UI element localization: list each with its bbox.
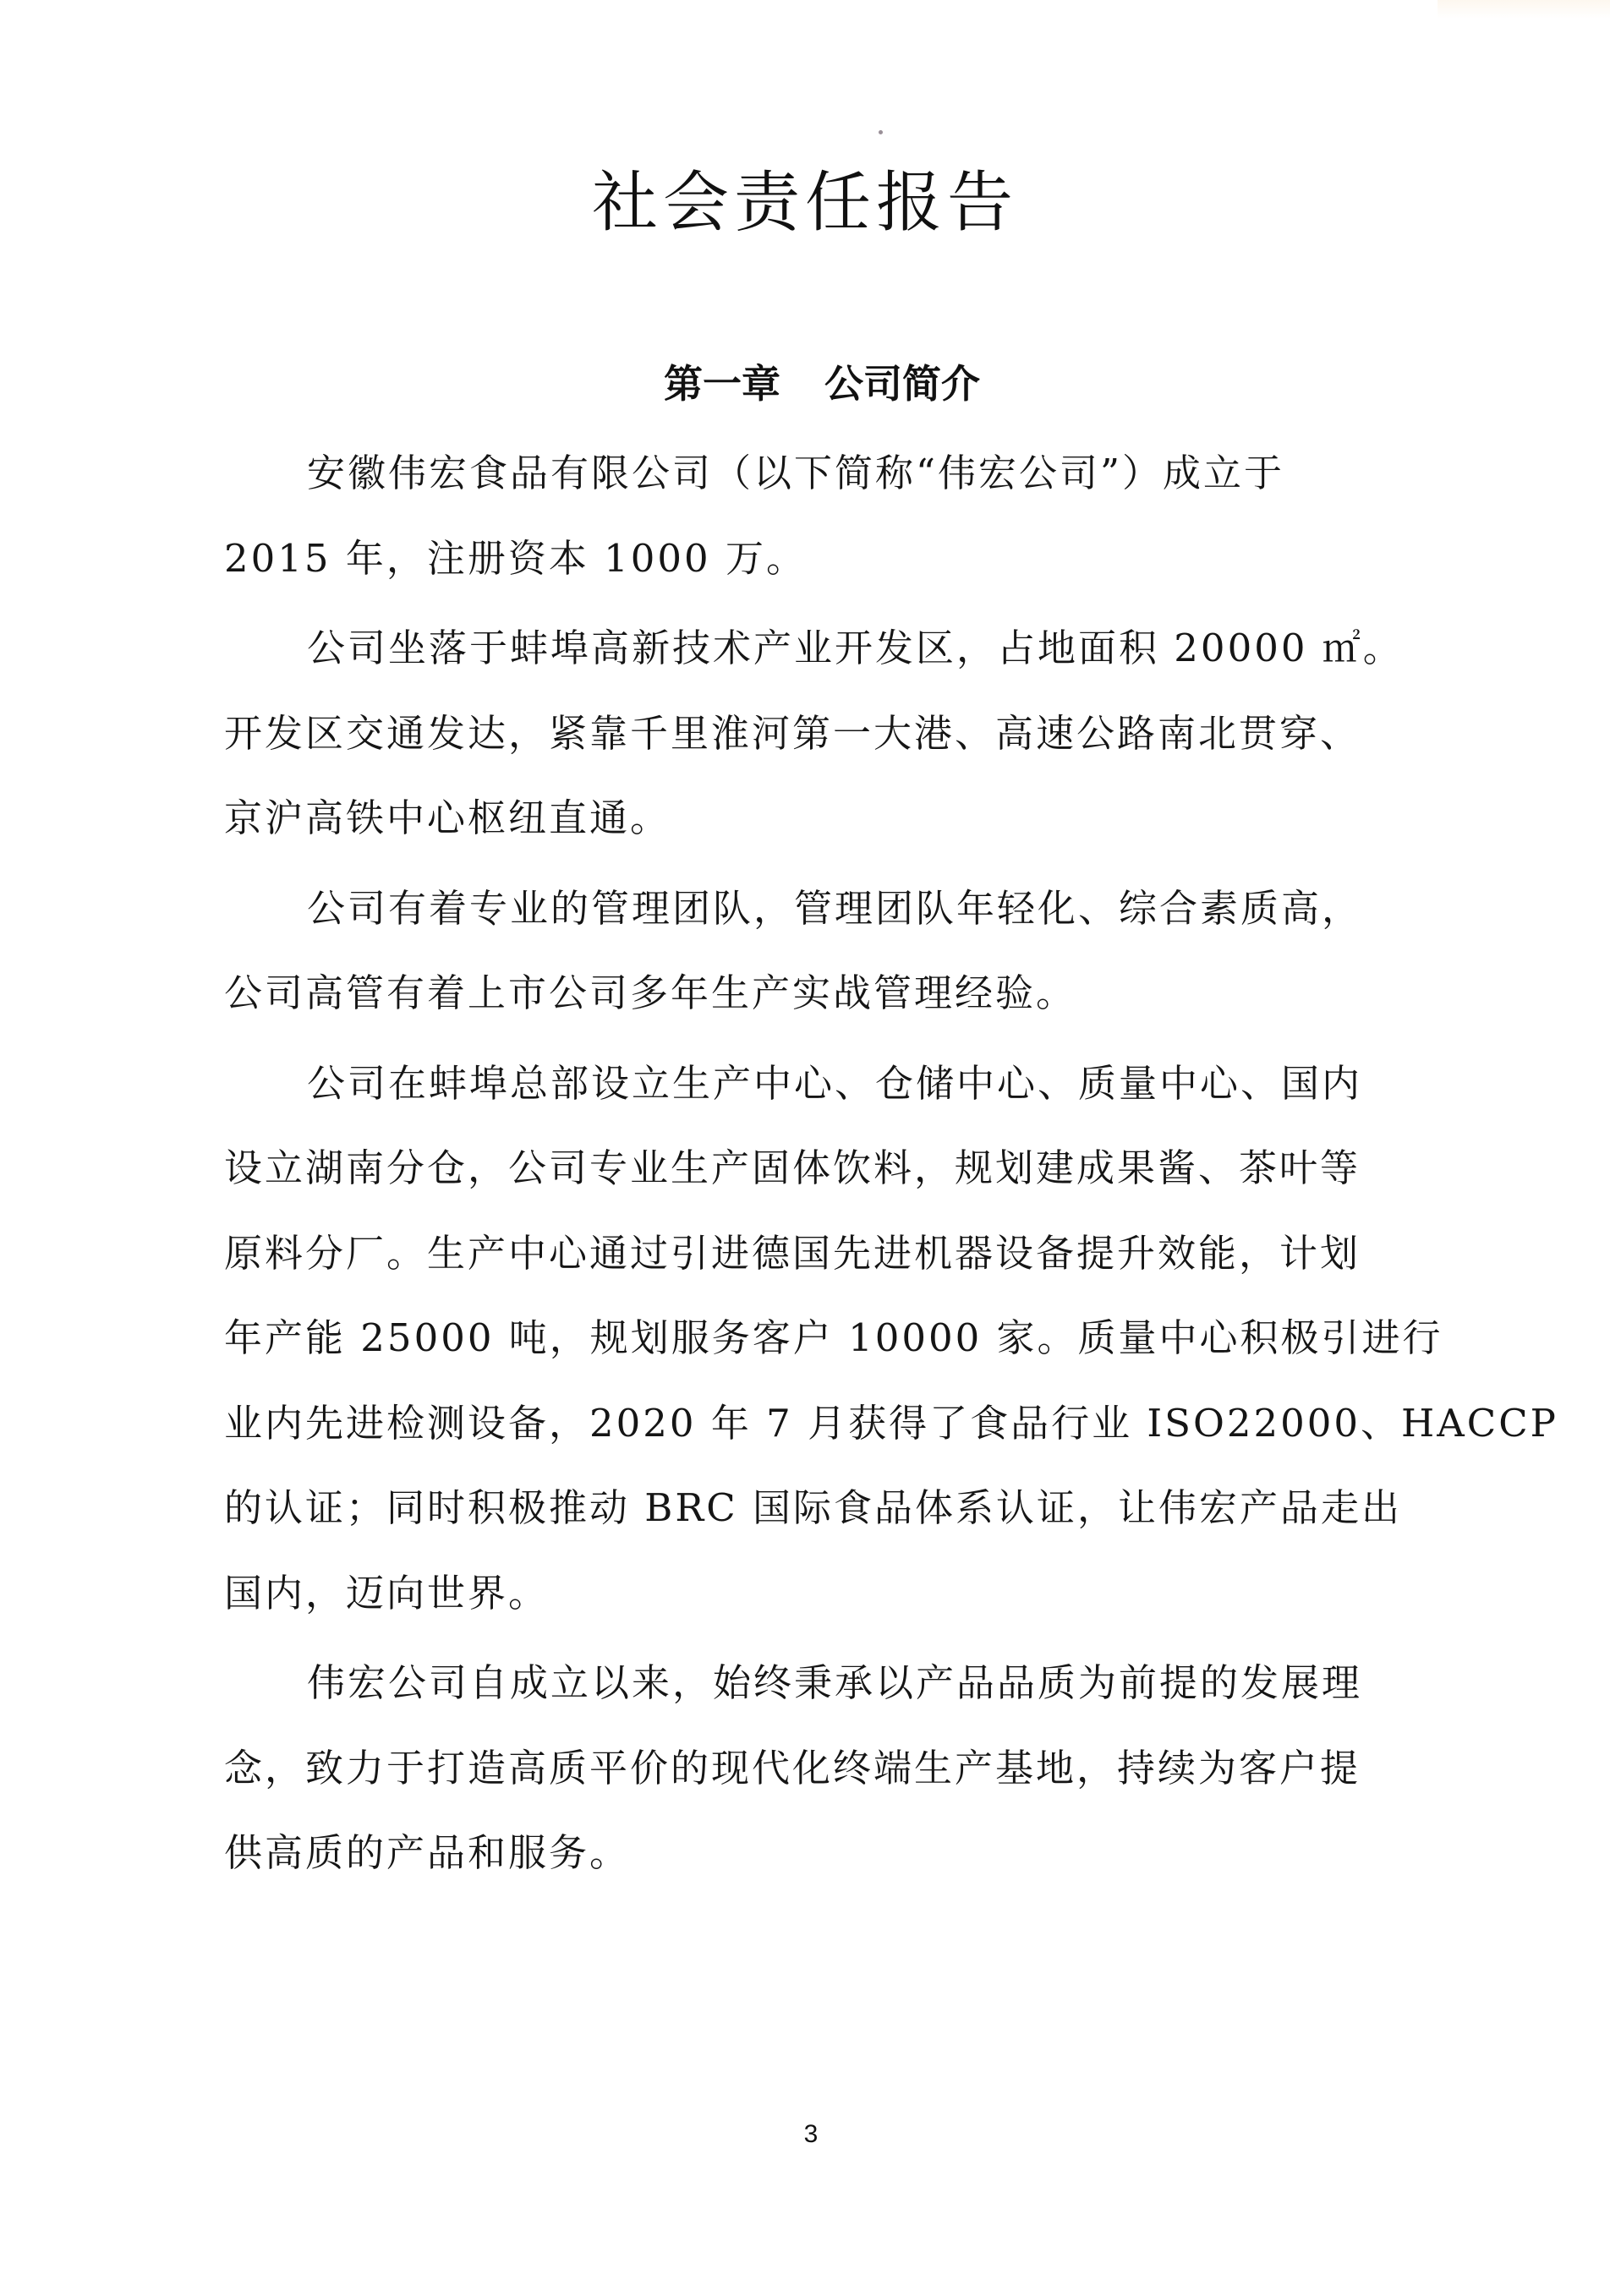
paragraph-line: 公司在蚌埠总部设立生产中心、仓储中心、质量中心、国内 <box>307 1060 1363 1106</box>
chapter-heading <box>0 357 1610 411</box>
paragraph-line: 开发区交通发达，紧靠千里淮河第一大港、高速公路南北贯穿、 <box>224 710 1361 756</box>
paragraph-line: 业内先进检测设备，2020 年 7 月获得了食品行业 ISO22000、HACCP <box>224 1400 1558 1446</box>
paragraph-operations <box>224 1041 1558 1637</box>
paragraph-line: 2015 年，注册资本 1000 万。 <box>224 535 807 581</box>
paragraph-line: 年产能 25000 吨，规划服务客户 10000 家。质量中心积极引进行 <box>224 1315 1443 1360</box>
paragraph-company-founding <box>224 431 1349 601</box>
paragraph-line: 京沪高铁中心枢纽直通。 <box>224 795 671 840</box>
chapter-name: 公司简介 <box>824 361 980 407</box>
paragraph-line: 国内，迈向世界。 <box>224 1570 550 1615</box>
paragraph-management <box>224 866 1363 1036</box>
paragraph-line: 伟宏公司自成立以来，始终秉承以产品品质为前提的发展理 <box>307 1660 1363 1705</box>
paragraph-location <box>224 606 1404 861</box>
paragraph-line: 供高质的产品和服务。 <box>224 1830 631 1875</box>
scan-edge-tint <box>1438 0 1610 19</box>
paragraph-line: 原料分厂。生产中心通过引进德国先进机器设备提升效能，计划 <box>224 1230 1361 1276</box>
paragraph-line: 公司高管有着上市公司多年生产实战管理经验。 <box>224 970 1077 1015</box>
chapter-number: 第一章 <box>664 361 780 407</box>
paragraph-line: 公司坐落于蚌埠高新技术产业开发区，占地面积 20000 ㎡。 <box>307 626 1404 670</box>
scan-speck <box>879 130 883 134</box>
report-title: 社会责任报告 <box>591 165 1018 241</box>
paragraph-philosophy <box>224 1641 1363 1896</box>
paragraph-line: 的认证；同时积极推动 BRC 国际食品体系认证，让伟宏产品走出 <box>224 1485 1402 1530</box>
page-number: 3 <box>803 2120 819 2148</box>
paragraph-line: 念，致力于打造高质平价的现代化终端生产基地，持续为客户提 <box>224 1745 1361 1790</box>
body-text <box>224 431 1558 1896</box>
paragraph-line: 公司有着专业的管理团队，管理团队年轻化、综合素质高， <box>307 885 1363 931</box>
paragraph-line: 安徽伟宏食品有限公司（以下简称“伟宏公司”）成立于 <box>307 451 1285 495</box>
paragraph-line: 设立湖南分仓，公司专业生产固体饮料，规划建成果酱、茶叶等 <box>224 1145 1361 1190</box>
